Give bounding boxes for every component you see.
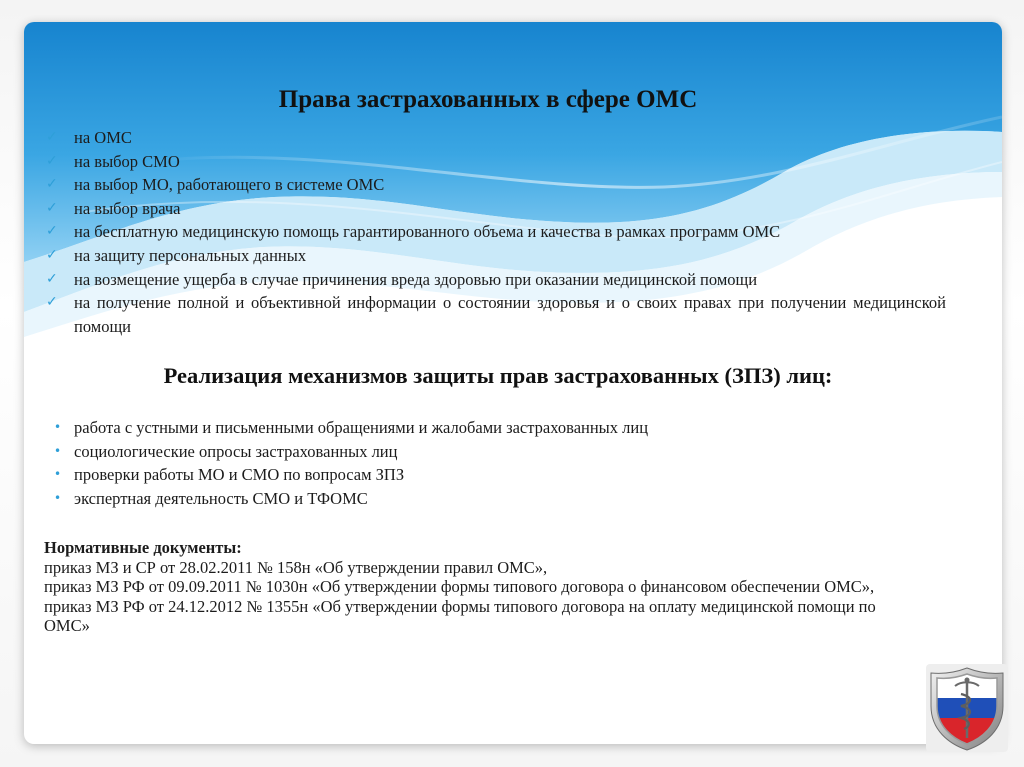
bullet-dot-icon: • xyxy=(54,420,62,434)
list-item: ✓ на защиту персональных данных xyxy=(46,244,946,268)
checkmark-icon: ✓ xyxy=(46,176,58,193)
list-item: • экспертная деятельность СМО и ТФОМС xyxy=(54,487,934,511)
list-item: • работа с устными и письменными обращениями и жалобами застрахованных лиц xyxy=(54,416,934,440)
medical-shield-logo xyxy=(926,664,1008,752)
documents-title: Нормативные документы: xyxy=(44,538,242,557)
checkmark-icon: ✓ xyxy=(46,152,58,169)
document-line: приказ МЗ РФ от 24.12.2012 № 1355н «Об утверждении формы типового договора на оплату медицинской помощи по ОМС» xyxy=(44,596,876,635)
bullet-dot-icon: • xyxy=(54,490,62,505)
bullet-dot-icon: • xyxy=(54,467,62,482)
list-item: ✓ на ОМС xyxy=(46,126,946,150)
document-line: приказ МЗ РФ от 09.09.2011 № 1030н «Об утверждении формы типового договора о финансовом обеспечении ОМС», xyxy=(44,577,875,596)
checkmark-icon: ✓ xyxy=(46,129,58,145)
document-line: приказ МЗ и СР от 28.02.2011 № 158н «Об утверждении правил ОМС», xyxy=(44,557,548,577)
checkmark-icon: ✓ xyxy=(46,223,58,240)
list-item: • проверки работы МО и СМО по вопросам ЗПЗ xyxy=(54,463,934,487)
list-item: ✓ на возмещение ущерба в случае причинения вреда здоровью при оказании медицинской помощи xyxy=(46,268,946,292)
mechanisms-list xyxy=(54,416,934,510)
checkmark-icon: ✓ xyxy=(46,199,58,216)
rights-title: Права застрахованных в сфере ОМС xyxy=(278,86,698,113)
mechanisms-title: Реализация механизмов защиты прав застрахованных (ЗПЗ) лиц: xyxy=(163,363,833,388)
list-item: ✓ на выбор МО, работающего в системе ОМС xyxy=(46,173,946,197)
list-item: ✓ на бесплатную медицинскую помощь гарантированного объема и качества в рамках программ ОМС xyxy=(46,220,946,244)
rights-list xyxy=(46,126,946,338)
list-item: • социологические опросы застрахованных лиц xyxy=(54,440,934,464)
checkmark-icon: ✓ xyxy=(46,246,58,263)
slide-card xyxy=(24,22,1002,744)
list-item: ✓ на получение полной и объективной информации о состоянии здоровья и о своих правах при получении медицинской помощи xyxy=(46,293,946,336)
list-item: ✓ на выбор СМО xyxy=(46,150,946,174)
normative-documents xyxy=(44,538,924,636)
checkmark-icon: ✓ xyxy=(46,270,58,287)
checkmark-icon: ✓ xyxy=(46,294,58,311)
list-item: ✓ на выбор врача xyxy=(46,197,946,221)
bullet-dot-icon: • xyxy=(54,443,62,458)
